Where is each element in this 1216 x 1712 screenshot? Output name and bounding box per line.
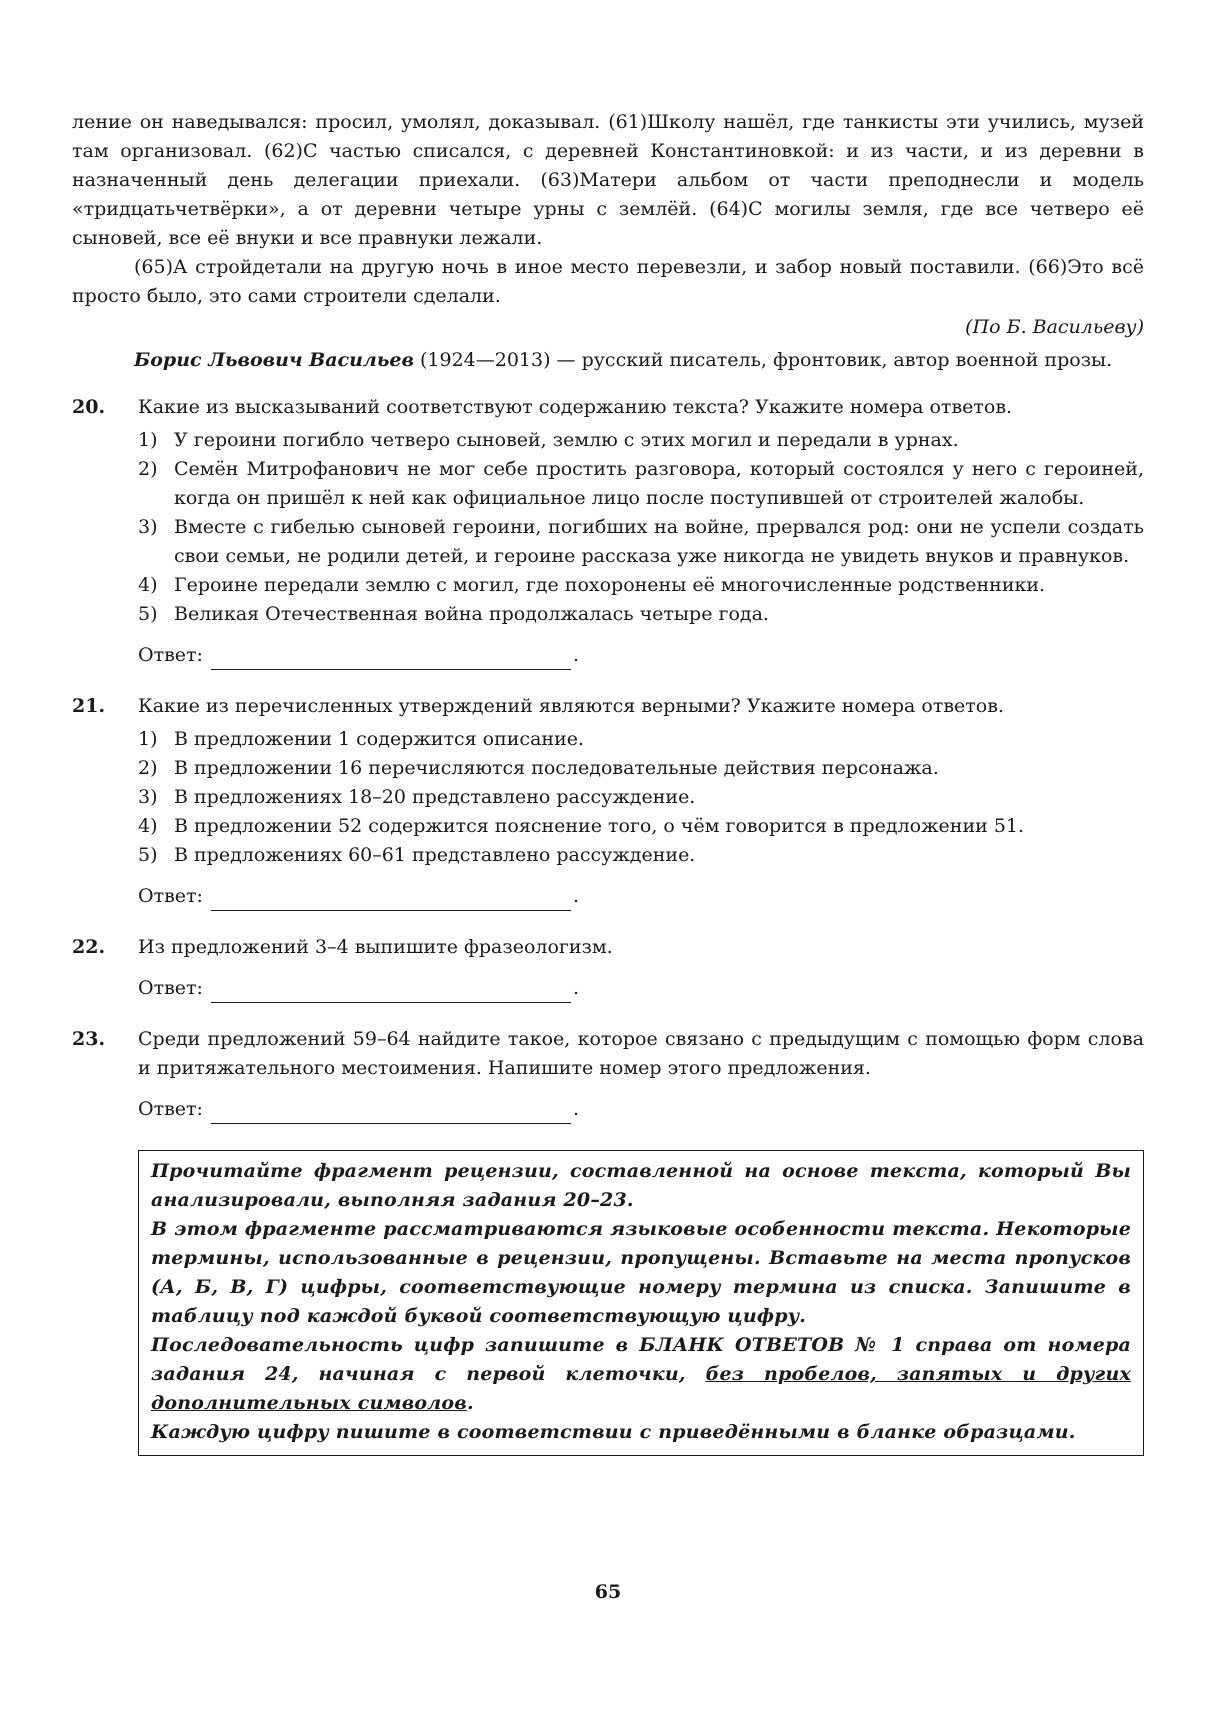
answer-field[interactable] [211, 888, 571, 911]
task-question: Какие из перечисленных утверждений являются верными? Укажите номера ответов. [138, 695, 1004, 717]
instruction-line-1: Прочитайте фрагмент рецензии, составленной на основе текста, который Вы анализировали, выполняя задания 20–23. [151, 1160, 1131, 1211]
task-number: 20. [72, 396, 106, 418]
option-item [138, 426, 1144, 455]
instruction-box [138, 1150, 1144, 1456]
option-number: 5) [138, 844, 158, 866]
answer-row [138, 641, 1144, 670]
option-item [138, 571, 1144, 600]
answer-field[interactable] [211, 980, 571, 1003]
option-item [138, 513, 1144, 571]
answer-field[interactable] [211, 647, 571, 670]
option-text: Вместе с гибелью сыновей героини, погибших на войне, прервался род: они не успели создать свои семьи, не родили детей, и героине рассказа уже никогда не увидеть внуков и правнуков. [174, 516, 1144, 567]
option-item [138, 783, 1144, 812]
option-text: В предложениях 18–20 представлено рассуждение. [174, 786, 696, 808]
task-21 [72, 692, 1144, 919]
option-text: В предложении 1 содержится описание. [174, 728, 585, 750]
option-number: 1) [138, 429, 158, 451]
task-question: Какие из высказываний соответствуют содержанию текста? Укажите номера ответов. [138, 396, 1013, 418]
task-question: Из предложений 3–4 выпишите фразеологизм. [138, 936, 613, 958]
option-number: 2) [138, 757, 158, 779]
option-number: 3) [138, 516, 158, 538]
text-paragraph-1: ление он наведывался: просил, умолял, доказывал. (61)Школу нашёл, где танкисты эти учились, музей там организовал. (62)С частью списался, с деревней Константиновкой: и из части, и из деревни в назначенный день делегации приехали. (63)Матери альбом от части преподнесли и модель «тридцатьчетвёрки», а от деревни четыре урны с землёй. (64)С могилы земля, где все четверо её сыновей, все её внуки и все правнуки лежали. [72, 111, 1144, 249]
option-number: 1) [138, 728, 158, 750]
instruction-line-3-end: . [466, 1392, 474, 1414]
option-text: В предложении 52 содержится пояснение того, о чём говорится в предложении 51. [174, 815, 1025, 837]
answer-period: . [572, 644, 579, 666]
instruction-line-2: В этом фрагменте рассматриваются языковые особенности текста. Некоторые термины, использованные в рецензии, пропущены. Вставьте на места пропусков (А, Б, В, Г) цифры, соответствующие номеру термина из списка. Запишите в таблицу под каждой буквой соответствующую цифру. [151, 1218, 1131, 1327]
option-text: В предложении 16 перечисляются последовательные действия персонажа. [174, 757, 939, 779]
answer-period: . [572, 1098, 579, 1120]
task-number: 22. [72, 936, 106, 958]
instruction-line-3-underlined: без пробелов, запятых и других дополнительных символов [151, 1363, 1131, 1414]
instruction-line-3 [151, 1331, 1131, 1418]
answer-label: Ответ: [138, 644, 203, 666]
answer-label: Ответ: [138, 885, 203, 907]
option-item [138, 812, 1144, 841]
answer-label: Ответ: [138, 1098, 203, 1120]
answer-period: . [572, 885, 579, 907]
option-number: 3) [138, 786, 158, 808]
option-text: Семён Митрофанович не мог себе простить разговора, который состоялся у него с героиней, когда он пришёл к ней как официальное лицо после поступившей от строителей жалобы. [174, 458, 1144, 509]
option-number: 4) [138, 815, 158, 837]
author-name: Борис Львович Васильев [134, 349, 414, 371]
option-text: Великая Отечественная война продолжалась четыре года. [174, 603, 769, 625]
answer-field[interactable] [211, 1101, 571, 1124]
answer-row [138, 882, 1144, 911]
option-text: В предложениях 60–61 представлено рассуждение. [174, 844, 696, 866]
task-number: 21. [72, 695, 106, 717]
option-text: У героини погибло четверо сыновей, землю с этих могил и передали в урнах. [174, 429, 959, 451]
option-text: Героине передали землю с могил, где похоронены её многочисленные родственники. [174, 574, 1046, 596]
option-number: 2) [138, 458, 158, 480]
instruction-line-4: Каждую цифру пишите в соответствии с приведёнными в бланке образцами. [151, 1421, 1076, 1443]
answer-row [138, 974, 1144, 1003]
option-item [138, 600, 1144, 629]
text-paragraph-2: (65)А стройдетали на другую ночь в иное место перевезли, и забор новый поставили. (66)Это всё просто было, это сами строители сделали. [72, 256, 1144, 307]
option-number: 5) [138, 603, 158, 625]
task-number: 23. [72, 1028, 106, 1050]
option-item [138, 754, 1144, 783]
page-number: 65 [594, 1581, 622, 1603]
option-item [138, 455, 1144, 513]
task-22 [72, 933, 1144, 1011]
answer-row [138, 1095, 1144, 1124]
option-number: 4) [138, 574, 158, 596]
author-bio [72, 346, 1144, 375]
answer-period: . [572, 977, 579, 999]
task-20 [72, 393, 1144, 678]
option-list [138, 426, 1144, 629]
page-content [72, 108, 1144, 1456]
option-list [138, 725, 1144, 870]
option-item [138, 841, 1144, 870]
task-question: Среди предложений 59–64 найдите такое, которое связано с предыдущим с помощью форм слова и притяжательного местоимения. Напишите номер этого предложения. [138, 1028, 1144, 1079]
instruction-line-3-start: Последовательность цифр запишите в БЛАНК ОТВЕТОВ № 1 справа от номера задания 24, начиная с первой клеточки, [151, 1334, 1131, 1385]
task-23 [72, 1025, 1144, 1132]
text-source: (По Б. Васильеву) [965, 316, 1144, 338]
author-bio-text: (1924—2013) — русский писатель, фронтовик, автор военной прозы. [413, 349, 1113, 371]
answer-label: Ответ: [138, 977, 203, 999]
option-item [138, 725, 1144, 754]
